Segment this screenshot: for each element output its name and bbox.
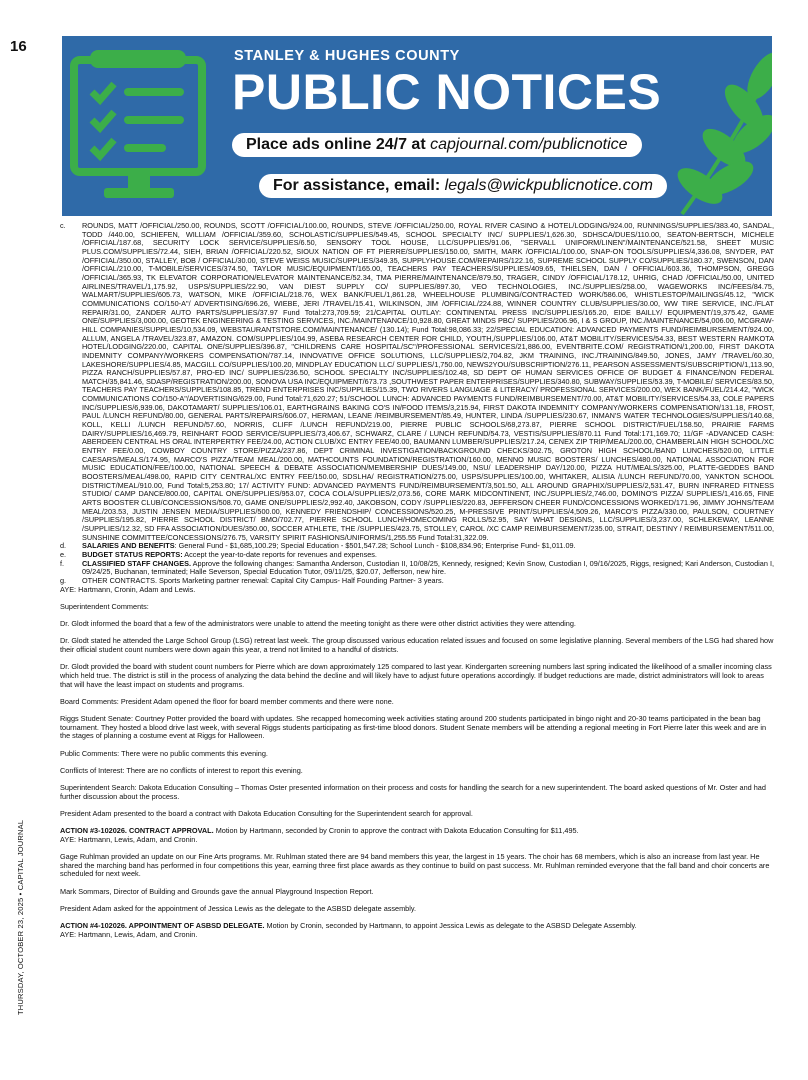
item-f-heading: CLASSIFIED STAFF CHANGES. xyxy=(82,558,191,568)
aye-vote-1: AYE: Hartmann, Cronin, Adam and Lewis. xyxy=(60,584,196,594)
president-delegate: President Adam asked for the appointment of Jessica Lewis as the delegate to the ASBSD delegate assembly. xyxy=(60,903,417,913)
place-ads-text: Place ads online 24/7 at xyxy=(246,136,431,153)
place-ads-pill xyxy=(232,133,642,157)
action-4-heading: ACTION #4-102026. APPOINTMENT OF ASBSD DELEGATE. xyxy=(60,921,265,931)
checklist-monitor-icon xyxy=(68,50,218,210)
item-f-text: Approve the following changes: Samantha Anderson, Custodian II, 10/08/25, Kennedy, resigned; Kevin Snow, Custodian I, 09/16/2025, Riggs, resigned; Kari Anderson, Custodian I, 09/24/25, Buchanan, terminated; Halle Severson, Special Education Tutor, 09/11/25, $20.07, Jefferson, new hire. xyxy=(82,558,775,577)
conflicts-of-interest: Conflicts of Interest: There are no conflicts of interest to report this evening. xyxy=(60,765,303,775)
item-d-text: : General Fund - $1,685,100.29; Special Education - $501,547.28; School Lunch - $108,834.96; Enterprise Fund- $1,011.09. xyxy=(174,541,576,551)
item-g-label: g. xyxy=(60,575,67,585)
assistance-email-link[interactable]: legals@wickpublicnotice.com xyxy=(444,177,653,194)
riggs-student-senate: Riggs Student Senate: Courtney Potter provided the board with updates. She recapped homecoming week activities stating around 200 students participated in bingo night and 20-30 teams participated in the bean bag tournament. They hosted a blood drive last week, with several Riggs students participating as first-time blood donors. Student Senate members will be attending a regional meeting in Fort Pierre later this week and are in the stages of planning a costume event at Riggs for Halloween. xyxy=(60,714,767,741)
item-e-text: Accept the year-to-date reports for revenues and expenses. xyxy=(182,549,377,559)
action-3 xyxy=(60,827,774,844)
banner-title: PUBLIC NOTICES xyxy=(232,64,662,120)
superintendent-search: Superintendent Search: Dakota Education Consulting – Thomas Oster presented information on their process and costs for handling the search for a new superintendent. The board asked questions of Mr. Oster and had further discussion about the process. xyxy=(60,783,766,801)
action-4-aye: AYE: Hartmann, Lewis, Adam, and Cronin. xyxy=(60,929,198,939)
item-f xyxy=(60,560,774,577)
item-f-label: f. xyxy=(60,558,65,568)
item-e-heading: BUDGET STATUS REPORTS: xyxy=(82,549,183,559)
board-comments: Board Comments: President Adam opened the floor for board member comments and there were none. xyxy=(60,696,394,706)
ruhlman-update: Gage Ruhlman provided an update on our Fine Arts programs. Mr. Ruhlman stated there are 94 band members this year, the largest in 15 years. The choir has 68 members, which is also an increase from last year. He shared the marching band has performed in four competitions this year, earning three first place awards as they continue to build on past success. Mr. Ruhlman reminded everyone that the fall band and choir concerts are scheduled for next week. xyxy=(60,852,770,879)
side-date-text: THURSDAY, OCTOBER 23, 2025 • CAPITAL JOURNAL xyxy=(16,819,25,1015)
item-e-label: e. xyxy=(60,549,67,559)
notice-content xyxy=(60,222,774,948)
item-g-text: OTHER CONTRACTS. Sports Marketing partner renewal: Capital City Campus- Half Founding Partner- 3 years. xyxy=(82,575,444,585)
glodt-paragraph-1: Dr. Glodt informed the board that a few of the administrators were unable to attend the meeting tonight as there were other district activities they were attending. xyxy=(60,619,576,629)
action-3-aye: AYE: Hartmann, Lewis, Adam, and Cronin. xyxy=(60,834,198,844)
place-ads-link[interactable]: capjournal.com/publicnotice xyxy=(430,136,628,153)
sommars-report: Mark Sommars, Director of Building and Grounds gave the annual Playground Inspection Report. xyxy=(60,886,374,896)
public-comments: Public Comments: There were no public comments this evening. xyxy=(60,748,268,758)
item-c xyxy=(60,222,774,542)
item-c-label: c. xyxy=(60,221,66,230)
assistance-text: For assistance, email: xyxy=(273,177,445,194)
page-number: 16 xyxy=(10,38,27,55)
item-c-text: ROUNDS, MATT /OFFICIAL/250.00, ROUNDS, SCOTT /OFFICIAL/100.00, ROUNDS, STEVE /OFFICIAL/250.00, ROYAL RIVER CASINO & HOTEL/LODGING/924.00, RUNNINGS/SUPPLIES/383.40, SANDAL, TODD /440.00, SCHIEFEN, WILLIAM /OFFICIAL/359.60, SCHOLASTIC/SUPPLIES/549.45, SCHOOL SPECIALTY INC/ SUPPLIES/1,626.30, SDHSCA/DUES/110.00, SEATON-BERTSCH, MICHELE /OFFICIAL/187.68, SECURITY LOCK SERVICE/SUPPLIES/6.50, SENSORY TOOL HOUSE, LLC/SUPPLIES/91.06, "SERVALL UNIFORM/LINEN"/MAINTENANCE/521.58, SHEET MUSIC PLUS.COM/SUPPLIES/72.44, SIEH, BRIAN /OFFICIAL/220.52, SIOUX NATION OF FT PIERRE/SUPPLIES/150.00, SMITH, MARK /OFFICIAL/100.00, SNAP-ON TOOLS/SUPPLIES/4,336.08, SNYDER, PAT /OFFICIAL/350.00, STALLEY, BOB / OFFICIAL/30.00, STEVE WEISS MUSIC/SUPPLIES/349.35, SUPPLYHOUSE.COM/REPAIRS/122.16, SUPREME SCHOOL SUPPLY CO/SUPPLIES/180.37, SWENSON, DAN /OFFICIAL/210.00, T-MOBILE/SERVICES/374.50, TAYLOR MUSIC/EQUIPMENT/165.00, TEACHERS PAY TEACHERS/SUPPLIES/409.65, THIELSEN, DAN / OFFICIAL/603.36, THOMPSON, GREGG /OFFICIAL/365.93, TK ELEVATOR CORPORATION/ELEVATOR MAINTENANCE/52.34, TMA PIERRE/MAINTENANCE/879.50, TRAGER, CINDY /OFFICIAL/178.12, UHRIG, CHAD /OFFICIAL/50.00, UNITED AIRLINES/TRAVEL/1,175.92, USPS/SUPPLIES/22.90, VAN DIEST SUPPLY CO/ SUPPLIES/897.30, VEO TECHNOLOGIES, INC./SUPPLIES/258.00, WAGEWORKS INC/FEES/84.75, WALMART/SUPPLIES/605.73, WATSON, MIKE /OFFICIAL/218.76, WEX BANK/FUEL/1,861.28, WHEELHOUSE PLUMBING/CONTRACTED WORK/586.06, WHISTLESTOP/MAILINGS/45.12, "WICK COMMUNICATIONS CO/150-A"/ ADVERTISING/696.26, WIEBE, JERI /TRAVEL/15.41, WILKINSON, JIM /OFFICIAL/224.88, WINNER COUNTRY CLUB/SUPPLIES/30.00, WW TIRE SERVICE, INC./FLAT REPAIR/31.00, ZANDER AUTO PARTS/SUPPLIES/37.97 Fund Total:273,709.59; 21/CAPITAL OUTLAY: CONTINENTAL PRESS INC/SUPPLIES/165.20, EIDE BAILLY/ EQUIPMENT/19,375.42, GAME ONE/SUPPLIES/3,000.00, GEOTEK ENGINEERING & TESTING SERVICES, INC./MAINTENANCE/10,928.80, GREAT MINDS PBC/ SUPPLIES/206.96, I & S GROUP, INC./MAINTENANCE/54,006.00, MCGRAW-HILL COMPANIES/SUPPLIES/10,534.09, WEBSTAURANTSTORE.COM/MAINTENANCE/ (130.14); Fund Total:98,086.33; 22/SPECIAL EDUCATION: ADVANCED PAYMENTS FUND/REIMBURSEMENT/924.00, ALLUM, ANGELA /TRAVEL/323.87, AMAZON. COM/SUPPLIES/104.99, ASEBA RESEARCH CENTER FOR CHILD, YOUTH,/SUPPLIES/106.00, AT&T MOBILITY/SERVICES/54.33, BEST WESTERN RAMKOTA HOTEL/LODGING/220.00, CAPITAL ONE/SUPPLIES/396.87, "CHILDRENS CARE HOSPITAL/SC"/PROFESSIONAL SERVICES/21,886.00, EVENTBRITE.COM/ REGISTRATION/1,200.00, FIRST DAKOTA INDEMNITY COMPANY/WORKERS COMPENSATION/787.14, INNOVATIVE OFFICE SOLUTIONS, LLC/SUPPLIES/2,704.82, JKM TRAINING, INC./TRAINING/849.50, JONES, JAMY /TRAVEL/60.30, LAKESHORE/SUPPLIES/4.85, MACGILL CO/SUPPLIES/100.20, MINDPLAY EDUCATION LLC/ SUPPLIES/1,750.00, NEWS2YOU/SUBSCRIPTION/276.11, PEARSON ASSESSMENTS/SUBSCRIPTION/1,113.90, PIZZA RANCH/SUPPLIES/57.87, PRO-ED INC/ SUPPLIES/236.50, SCHOOL SPECIALTY INC/SUPPLIES/102.48, SD DEPT OF HUMAN SERVICES OFFICE OF BUDGET & FINANCE/NON FEDERAL MATCH/35,841.46, SDASP/REGISTRATION/200.00, SONOVA USA INC/EQUIPMENT/673.73 ,SOUTHWEST PAPER ENTERPRISES/SUPPLIES/340.80, SUBWAY/SUPPLIES/53.39, T-MOBILE/ SERVICES/83.50, TEACHERS PAY TEACHERS/SUPPLIES/108.85, TREND ENTERPRISES INC/SUPPLIES/15.39, TWO RIVERS LANGUAGE & LITERACY/ PROFESSIONAL SERVICES/200.00, WEX BANK/FUEL/214.42, "WICK COMMUNICATIONS CO/150-A"/ADVERTISING/629.00, Fund Total:71,620.27; 51/SCHOOL LUNCH: ADVANCED PAYMENTS FUND/REIMBURSEMENT/70.00, AT&T MOBILITY/SERVICES/54.33, COLE PAPERS INC/SUPPLIES/6,939.06, DAKOTAMART/ SUPPLIES/106.01, EARTHGRAINS BAKING CO'S IN/FOOD ITEMS/3,215.94, FIRST DAKOTA INDEMNITY COMPANY/WORKERS COMPENSATION/131.18, FROST, PAUL /LUNCH REFUND/80.00, GENERAL PARTS/REPAIRS/606.07, HERMAN, LEANE /REIMBURSEMENT/85.49, HUNTER, LINDA /SUPPLIES/230.67, INMAN'S WATER TECHNOLOGIES/SUPPLIES/140.68, KOLL, KELLI /LUNCH REFUND/57.60, NORRIS, CLIFF /LUNCH REFUND/219.00, PIERRE PUBLIC SCHOOLS/68,273.87, PIERRE SCHOOL DISTRICT/FUEL/158.50, PRAIRIE FARMS DAIRY/SUPPLIES/16,469.79, REINHART FOOD SERVICE/SUPPLIES/73,406.67, SCHWARZ, CLARE / LUNCH REFUND/54.73, VESTIS/SUPPLIES/870.11 Fund Total:171,169.70; 11/GF -ADVANCED CASH: ABERDEEN CENTRAL HS ORAL INTERPERTRY FEE/24.00, ACTION CLUB/XC ENTRY FEE/40.00, BAUMANN LUMBER/SUPPLIES/217.24, CENEX ZIP TRIP/MEAL/200.00, CHAMBERLAIN HIGH SCHOOL/XC ENTRY FEE/0.00, COWBOY COUNTRY STORE/PIZZA/237.86, DEPT CRIMINAL INVESTIGATION/BACKGROUND CHECKS/302.75, GROTON HIGH SCHOOL/BAND LUNCHES/520.00, LITTLE CAESARS/MEALS/174.95, MARCO'S PIZZA/TEAM MEAL/200.00, MATHCOUNTS FOUNDATION/REGISTRATION/160.00, MENNO MUSIC BOOSTERS/ LUNCHES/480.00, NATIONAL ASSOCIATION FOR MUSIC EDUCATION/FEE/100.00, NATIONAL SPEECH & DEBATE ASSOCIATION/MEMBERSHIP DUES/149.00, NSU/ LEADERSHIP DAY/120.00, PIZZA HUT/MEALS/325.00, PLATTE-GEDDES BAND BOOSTERS/MEAL/498.00, RAPID CITY CENTRAL/XC ENTRY FEE/150.00, SDSLHA/ REGISTRATION/275.00, USPS/SUPPLIES/100.00, WHITAKER, ALISIA /LUNCH REFUND/70.00, YANKTON SCHOOL DISTRICT/MEAL/910.00, Fund Total:5,253.80; 17/ ACTIVITY FUND: ADVANCED PAYMENTS FUND/REIMBURSEMENT/3,501.50, ALL AROUND GRAPHIX/SUPPLIES/2,531.47, BURN INFRARED FITNESS STUDIO/ CAMP DANCE/800.00, CAPITAL ONE/SUPPLIES/953.07, COCA COLA/SUPPLIES/2,073.56, CORE MARK MIDCONTINENT, INC./SUPPLIES/2,746.00, DOMINO'S PIZZA/ SUPPLIES/1,416.65, FINE ARTS BOOSTER CLUB/CONCESSIONS/508.70, GAME ONE/SUPPLIES/2,992.40, JAKOBSON, CODY /SUPPLIES/220.83, JEFFERSON CHEER FUND/CONCESSIONS WORKED/171.96, JIMMY JOHNS/TEAM MEAL/203.53, JUSTIN JENSEN MEDIA/SUPPLIES/500.00, KENNEDY FRIENDSHIP/ CONCESSIONS/520.25, M-PRESSIVE PRINT/SUPPLIES/4,509.26, MARCO'S PIZZA/330.00, PAULSON, COURTNEY /SUPPLIES/195.82, PIERRE SCHOOL DISTRICT/ BMO/702.77, PIERRE SCHOOL LUNCH/HOMECOMING ROLLS/52.95, SAY WHAT DESIGNS, LLC/SUPPLIES/3,237.00, SCHLEKEWAY, LEANNE /SUPPLIES/12.32, SD FFA ASSOCIATION/DUES/350.00, SOCCER ATHLETE, THE /SUPPLIES/423.75, STOLLEY, CAROL /XC CAMP REIMBURSEMENT/235.00, STRAIT, DESTINY / REIMBURSEMENT/511.00, SUNSHINE COMMITTEE/CONCESSIONS/276.75, VARSITY SPIRIT FASHIONS/UNIFORMS/1,255.55 Fund Total:31,322.09. xyxy=(82,221,774,542)
president-contract: President Adam presented to the board a contract with Dakota Education Consulting for the Superintendent search for approval. xyxy=(60,809,473,818)
assistance-pill xyxy=(259,174,667,198)
action-3-text: Motion by Hartmann, seconded by Cronin to approve the contract with Dakota Education Consulting for $11,495. xyxy=(213,826,579,836)
action-4-text: Motion by Cronin, seconded by Hartmann, to appoint Jessica Lewis as delegate to the ASBSD Delegate Assembly. xyxy=(264,921,637,931)
item-d-heading: SALARIES AND BENEFITS xyxy=(82,541,175,551)
action-4 xyxy=(60,922,774,939)
action-3-heading: ACTION #3-102026. CONTRACT APPROVAL. xyxy=(60,826,214,836)
item-d-label: d. xyxy=(60,541,67,551)
glodt-paragraph-2: Dr. Glodt stated he attended the Large School Group (LSG) retreat last week. The group discussed various education related issues and focused on some legislative planning. Several members of the LSG had shared how their official student count numbers were down again this year, a trend not limited to a handful of districts. xyxy=(60,636,774,654)
glodt-paragraph-3: Dr. Glodt provided the board with student count numbers for Pierre which are down approximately 125 compared to last year. Kindergarten screening numbers last spring indicated the likelihood of a smaller incoming class which held true. The district is still in the process of analyzing the data behind the decline and will likely have to adjust future operations accordingly. If budget reductions are made, district administrators will look to areas that will have the least impact on students and programs. xyxy=(60,662,772,689)
public-notices-banner xyxy=(62,36,772,216)
superintendent-heading: Superintendent Comments: xyxy=(60,601,149,611)
banner-subtitle: STANLEY & HUGHES COUNTY xyxy=(234,48,460,64)
